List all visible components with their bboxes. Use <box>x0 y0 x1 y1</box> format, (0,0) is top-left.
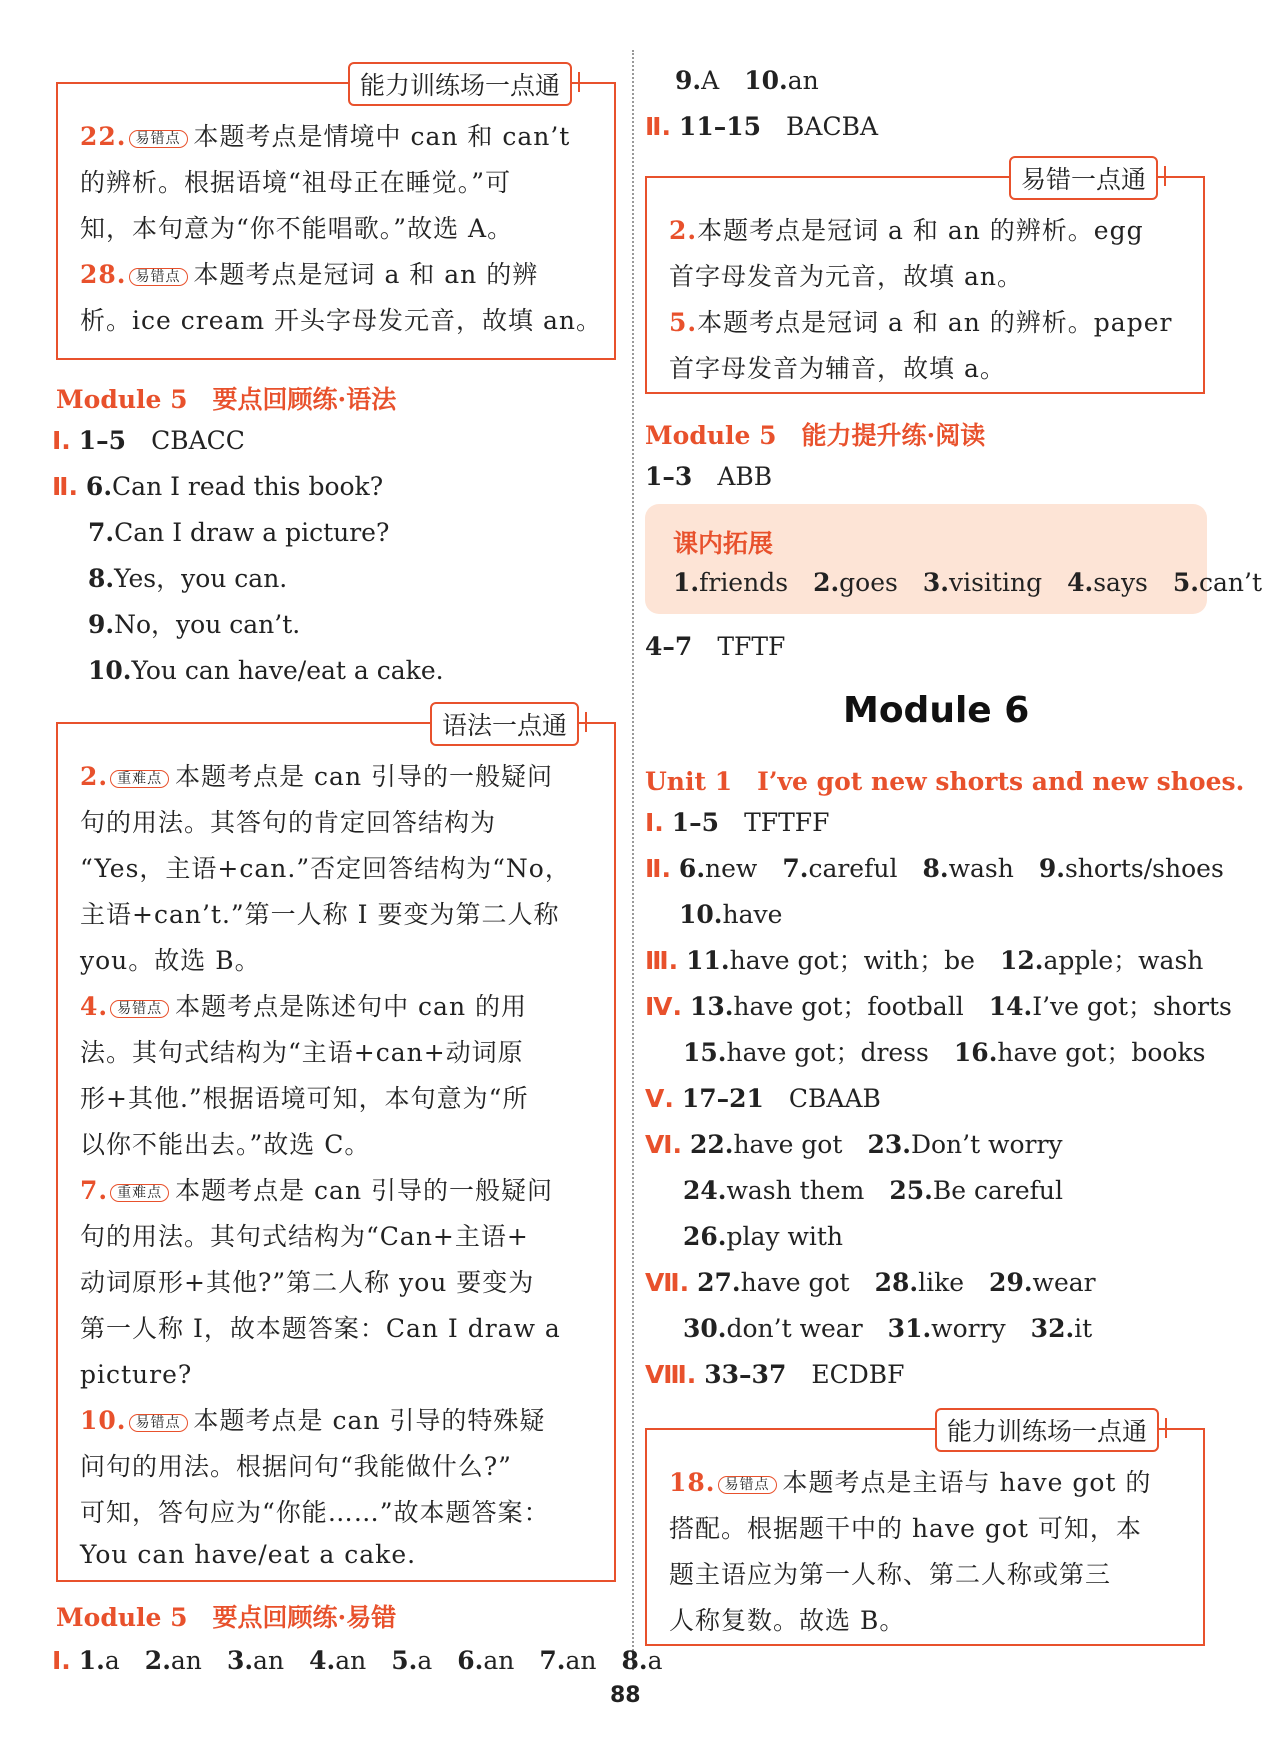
tip-line: 题主语应为第一人称、第二人称或第三 <box>669 1560 1112 1589</box>
tip-line: 2. 重难点 本题考点是 can 引导的一般疑问 <box>80 762 554 791</box>
answer-line: 30.don’t wear 31.worry 32.it <box>683 1314 1093 1343</box>
column-divider <box>632 50 634 1670</box>
answer-line: Ⅰ. 1–5 TFTFF <box>645 808 830 837</box>
tip-line: 知，本句意为“你不能唱歌。”故选 A。 <box>80 214 514 243</box>
ability-tip-box <box>645 1417 1205 1646</box>
answer-line: 4–7 TFTF <box>645 632 786 661</box>
tip-line: 28. 易错点 本题考点是冠词 a 和 an 的辨 <box>80 260 539 289</box>
answer-line: Ⅷ. 33–37 ECDBF <box>645 1360 905 1389</box>
error-badge: 易错点 <box>110 1000 169 1018</box>
tip-line: 首字母发音为元音，故填 an。 <box>669 262 1023 291</box>
box-tag: 易错一点通 <box>1009 156 1158 200</box>
key-point-badge: 重难点 <box>110 770 169 788</box>
answer-line: Ⅱ. 6.new 7.careful 8.wash 9.shorts/shoes <box>645 854 1224 883</box>
answer-line: 24.wash them 25.Be careful <box>683 1176 1063 1205</box>
tip-line: 搭配。根据题干中的 have got 可知，本 <box>669 1514 1142 1543</box>
extension-title: 课内拓展 <box>673 529 774 558</box>
tip-line: 问句的用法。根据问句“我能做什么?” <box>80 1452 512 1481</box>
answer-line: 7.Can I draw a picture? <box>88 518 390 547</box>
tip-line: 法。其句式结构为“主语+can+动词原 <box>80 1038 524 1067</box>
ability-tip-box <box>56 71 616 360</box>
tip-line: 首字母发音为辅音，故填 a。 <box>669 354 1006 383</box>
error-tip-box <box>645 165 1205 394</box>
answer-line: Ⅰ. 1–5 CBACC <box>52 426 245 455</box>
answer-line: 1–3 ABB <box>645 462 773 491</box>
tip-line: 10. 易错点 本题考点是 can 引导的特殊疑 <box>80 1406 546 1435</box>
answer-line: Ⅰ. 1.a 2.an 3.an 4.an 5.a 6.an 7.an 8.a <box>52 1646 663 1675</box>
section-heading-grammar: Module 5 要点回顾练·语法 <box>56 385 397 414</box>
tip-line: 人称复数。故选 B。 <box>669 1606 906 1635</box>
answer-line: 26.play with <box>683 1222 844 1251</box>
tip-line: 22. 易错点 本题考点是情境中 can 和 can’t <box>80 122 571 151</box>
tip-line: 主语+can’t.”第一人称 I 要变为第二人称 <box>80 900 560 929</box>
unit-heading: Unit 1 I’ve got new shorts and new shoes. <box>645 767 1245 796</box>
tip-line: 2.本题考点是冠词 a 和 an 的辨析。egg <box>669 216 1144 245</box>
tip-line: 5.本题考点是冠词 a 和 an 的辨析。paper <box>669 308 1173 337</box>
page-number: 88 <box>610 1683 641 1708</box>
key-point-badge: 重难点 <box>110 1184 169 1202</box>
answer-line: Ⅵ. 22.have got 23.Don’t worry <box>645 1130 1063 1159</box>
tip-line: 动词原形+其他?”第二人称 you 要变为 <box>80 1268 535 1297</box>
tip-line: 形+其他.”根据语境可知，本句意为“所 <box>80 1084 529 1113</box>
answer-line: Ⅴ. 17–21 CBAAB <box>645 1084 881 1113</box>
section-heading-errors: Module 5 要点回顾练·易错 <box>56 1603 397 1632</box>
tip-line: 18. 易错点 本题考点是主语与 have got 的 <box>669 1468 1152 1497</box>
answer-line: 10.have <box>679 900 783 929</box>
tip-line: 第一人称 I，故本题答案：Can I draw a <box>80 1314 561 1343</box>
tip-line: 4. 易错点 本题考点是陈述句中 can 的用 <box>80 992 528 1021</box>
tip-line: 句的用法。其句式结构为“Can+主语+ <box>80 1222 529 1251</box>
answer-line: Ⅱ. 11–15 BACBA <box>645 112 879 141</box>
answer-line: Ⅶ. 27.have got 28.like 29.wear <box>645 1268 1096 1297</box>
tip-line: 的辨析。根据语境“祖母正在睡觉。”可 <box>80 168 512 197</box>
box-tag: 能力训练场一点通 <box>348 62 572 106</box>
tip-line: 句的用法。其答句的肯定回答结构为 <box>80 808 497 837</box>
tip-line: You can have/eat a cake. <box>80 1540 417 1569</box>
error-badge: 易错点 <box>129 268 188 286</box>
extension-answers: 1.friends 2.goes 3.visiting 4.says 5.can’t <box>673 568 1262 597</box>
module-title: Module 6 <box>843 690 1030 731</box>
error-badge: 易错点 <box>129 1414 188 1432</box>
answer-line: 10.You can have/eat a cake. <box>88 656 444 685</box>
section-heading-reading: Module 5 能力提升练·阅读 <box>645 421 986 450</box>
box-tag: 能力训练场一点通 <box>935 1408 1159 1452</box>
answer-line: Ⅱ. 6.Can I read this book? <box>52 472 384 501</box>
box-tag: 语法一点通 <box>430 702 579 746</box>
answer-line: 9.A 10.an <box>675 66 819 95</box>
grammar-tip-box <box>56 711 616 1582</box>
extension-panel <box>645 504 1262 614</box>
tip-line: 7. 重难点 本题考点是 can 引导的一般疑问 <box>80 1176 554 1205</box>
error-badge: 易错点 <box>129 130 188 148</box>
tip-line: you。故选 B。 <box>80 946 261 975</box>
error-badge: 易错点 <box>718 1476 777 1494</box>
tip-line: 以你不能出去。”故选 C。 <box>80 1130 371 1159</box>
tip-line: “Yes，主语+can.”否定回答结构为“No， <box>80 854 571 883</box>
tip-line: picture? <box>80 1360 193 1389</box>
tip-line: 析。ice cream 开头字母发元音，故填 an。 <box>80 306 602 335</box>
answer-line: 15.have got；dress 16.have got；books <box>683 1038 1206 1067</box>
answer-line: Ⅳ. 13.have got；football 14.I’ve got；shorts <box>645 992 1232 1021</box>
answer-line: Ⅲ. 11.have got；with；be 12.apple；wash <box>645 946 1204 975</box>
tip-line: 可知，答句应为“你能……”故本题答案： <box>80 1498 550 1527</box>
answer-line: 8.Yes，you can. <box>88 564 288 593</box>
answer-line: 9.No，you can’t. <box>88 610 301 639</box>
